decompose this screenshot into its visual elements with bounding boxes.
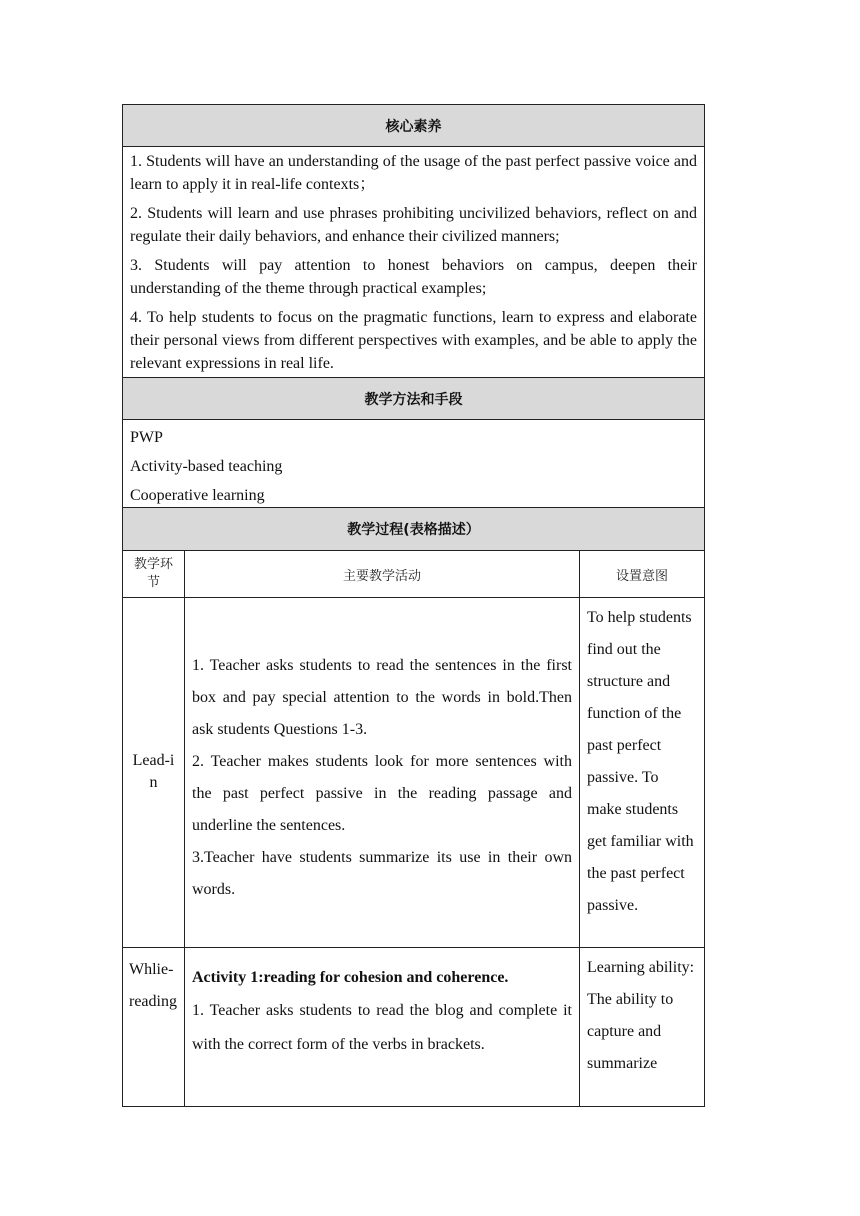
purpose-cell: To help students find out the structure and function of the past perfect passive. To make students get familiar with the past perfect passive. xyxy=(587,609,694,914)
table-row xyxy=(122,948,705,1107)
method-item: Activity-based teaching xyxy=(130,458,283,475)
method-item: PWP xyxy=(130,429,163,446)
section-title: 教学过程(表格描述） xyxy=(347,522,480,538)
activity-item: 2. Teacher makes students look for more sentences with the past perfect passive in the reading passage and underline the sentences. xyxy=(192,753,572,834)
stage-cell: Lead-in xyxy=(123,598,185,947)
activities-cell xyxy=(185,948,580,1106)
section-header-methods xyxy=(122,378,705,420)
objective-item: 4. To help students to focus on the pragmatic functions, learn to express and elaborate their personal views from different perspectives with examples, and be able to apply the relevant expressions in real life. xyxy=(130,309,697,372)
activity-item: 3.Teacher have students summarize its use in their own words. xyxy=(192,849,572,898)
purpose-cell: Learning ability: The ability to capture and summarize xyxy=(587,959,695,1072)
column-header-activities: 主要教学活动 xyxy=(185,551,580,597)
section-header-core-competence xyxy=(122,104,705,147)
core-competence-content xyxy=(122,147,705,378)
stage-cell: Whlie-reading xyxy=(123,948,185,1106)
activity-item: 1. Teacher asks students to read the blog and complete it with the correct form of the verbs in brackets. xyxy=(192,1002,572,1053)
objective-item: 2. Students will learn and use phrases prohibiting uncivilized behaviors, reflect on and regulate their daily behaviors, and enhance their civilized manners; xyxy=(130,205,697,245)
column-header-stage: 教学环节 xyxy=(123,551,185,597)
method-item: Cooperative learning xyxy=(130,487,265,504)
methods-content xyxy=(122,420,705,508)
activity-title: Activity 1:reading for cohesion and coherence. xyxy=(192,969,509,986)
lesson-plan-table xyxy=(122,104,705,1107)
section-title: 教学方法和手段 xyxy=(364,391,463,408)
table-row xyxy=(122,598,705,948)
process-table-header xyxy=(122,551,705,598)
activity-item: 1. Teacher asks students to read the sentences in the first box and pay special attention to the words in bold.Then ask students Questions 1-3. xyxy=(192,657,572,738)
objective-item: 1. Students will have an understanding of the usage of the past perfect passive voice and learn to apply it in real-life contexts； xyxy=(130,153,697,193)
activities-cell xyxy=(185,598,580,947)
section-title: 核心素养 xyxy=(385,118,442,135)
column-header-purpose: 设置意图 xyxy=(615,568,668,584)
objective-item: 3. Students will pay attention to honest behaviors on campus, deepen their understanding of the theme through practical examples; xyxy=(130,257,697,297)
section-header-process xyxy=(122,508,705,551)
